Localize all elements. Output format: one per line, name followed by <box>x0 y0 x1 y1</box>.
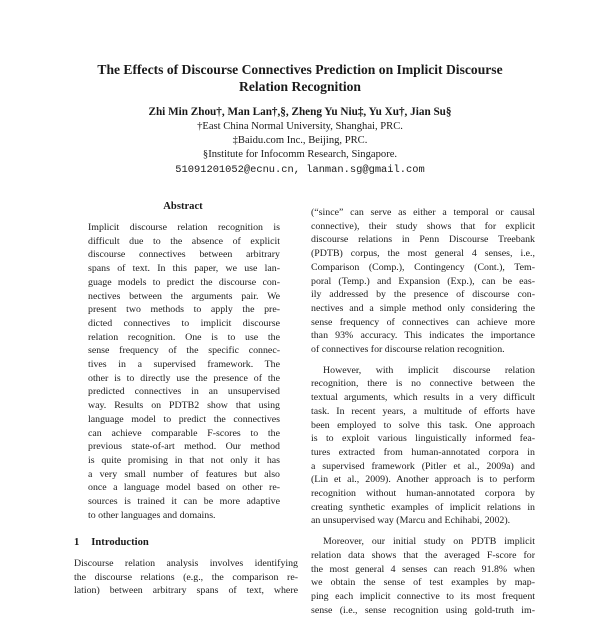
introduction-line: the discourse relations (e.g., the comparison re- <box>74 571 298 583</box>
abstract-line: sources is trained it can be more adaptive <box>88 496 280 508</box>
body-line: discourse relations in Penn Discourse Treebank <box>311 234 535 246</box>
abstract-line: discourse connectives between arbitrary <box>88 249 280 261</box>
body-line: is to exploit various linguistically informed fea- <box>311 433 535 445</box>
abstract-line: to other languages and domains. <box>88 509 216 521</box>
abstract-line: is quite promising in that not only it has <box>88 454 280 466</box>
author-list: Zhi Min Zhou†, Man Lan†,§, Zheng Yu Niu‡, Yu Xu†, Jian Su§ <box>148 106 452 118</box>
body-line: than 93% accuracy. This indicates the importance <box>311 330 535 342</box>
body-line: (“since” can serve as either a temporal or causal <box>311 207 535 218</box>
title-line: Relation Recognition <box>239 79 361 94</box>
body-line: sense frequency of connectives can achieve more <box>311 316 535 328</box>
abstract-line: nectives between the arguments pair. We <box>88 290 280 302</box>
body-line: (Lin et al., 2009). Another approach is to perform <box>311 474 535 486</box>
body-line: However, with implicit discourse relation <box>323 364 535 376</box>
abstract-line: guage models to predict the discourse con- <box>88 276 280 288</box>
body-line: been employed to solve this task. One approach <box>311 419 535 431</box>
affiliation-ecnu: †East China Normal University, Shanghai, PRC. <box>197 121 403 132</box>
body-line: Moreover, our initial study on PDTB implicit <box>323 536 535 548</box>
body-line: an unsupervised way (Marcu and Echihabi, 2002). <box>311 515 511 527</box>
abstract-line: once a language model based on other re- <box>88 482 280 494</box>
body-line: ping each implicit connective to its most frequent <box>311 590 535 602</box>
paragraph-gap <box>311 357 535 364</box>
body-line: Comparison (Comp.), Contingency (Cont.), Tem- <box>311 261 535 273</box>
abstract-line: other is to directly use the presence of the <box>88 372 280 384</box>
introduction-line: Discourse relation analysis involves identifying <box>74 558 298 569</box>
abstract-line: tives in a supervised framework. The <box>88 359 280 371</box>
body-line: of connectives for discourse relation recognition. <box>311 344 505 356</box>
body-line: relation data shows that the averaged F-score for <box>311 549 535 561</box>
body-line: nectives and a simple method only considering the <box>311 302 535 314</box>
abstract-line: sense frequency of the specific connec- <box>88 345 280 357</box>
body-line: sense (i.e., sense recognition using gold-truth im- <box>311 604 535 616</box>
body-line: recognition, there is no connective between the <box>311 378 535 390</box>
author-emails: 51091201052@ecnu.cn, lanman.sg@gmail.com <box>175 164 425 176</box>
section-number: 1 <box>74 537 80 548</box>
body-line: creating synthetic examples of implicit relations in <box>311 501 535 513</box>
body-line: tures extracted from human-annotated corpora in <box>311 446 535 458</box>
section-title: Introduction <box>91 537 149 548</box>
abstract-line: a very small number of features but also <box>88 468 280 480</box>
body-line: connective), their study shows that for explicit <box>311 220 535 232</box>
body-line: we obtain the sense of test examples by map- <box>311 577 535 589</box>
right-column-body <box>311 206 535 617</box>
body-line: poral (Temp.) and Expansion (Exp.), can be eas- <box>311 275 535 287</box>
abstract-line: way. Results on PDTB2 show that using <box>88 400 280 412</box>
abstract-line: language model to predict the connectives <box>88 413 280 425</box>
body-line: the most general 4 senses can reach 91.8% when <box>311 563 535 575</box>
abstract-line: Implicit discourse relation recognition is <box>88 222 280 233</box>
abstract-line: predicted connectives in an unsupervised <box>88 386 280 398</box>
paragraph-gap <box>311 528 535 535</box>
affiliation-baidu: ‡Baidu.com Inc., Beijing, PRC. <box>232 135 368 146</box>
abstract-line: present two methods to apply the pre- <box>88 304 280 316</box>
introduction-line: lation) between arbitrary spans of text, where <box>74 585 298 597</box>
paper-title <box>60 61 540 95</box>
abstract-line: can achieve comparable F-scores to the <box>88 427 280 439</box>
abstract-line: dicted connectives to implicit discourse <box>88 317 280 329</box>
body-line: task. In recent years, a multitude of efforts have <box>311 405 535 417</box>
abstract-line: difficult due to the absence of explicit <box>88 235 280 247</box>
abstract-heading: Abstract <box>163 201 203 212</box>
abstract-line: previous state-of-art method. Our method <box>88 441 280 453</box>
title-line: The Effects of Discourse Connectives Prediction on Implicit Discourse <box>97 62 503 77</box>
body-line: a supervised framework (Pitler et al., 2009a) and <box>311 460 535 472</box>
abstract-line: spans of text. In this paper, we use lan- <box>88 263 280 275</box>
affiliation-i2r: §Institute for Infocomm Research, Singapore. <box>202 149 398 160</box>
body-line: ily addressed by the presence of discourse con- <box>311 289 535 301</box>
section-heading-introduction <box>74 536 161 550</box>
body-line: recognition without human-annotated corpora by <box>311 488 535 500</box>
body-line: (PDTB) corpus, the most general 4 senses, i.e., <box>311 248 535 260</box>
abstract-line: relation recognition. One is to use the <box>88 331 280 343</box>
body-line: textual arguments, which results in a very difficult <box>311 392 535 404</box>
abstract-body <box>88 221 280 522</box>
introduction-body <box>74 557 298 598</box>
